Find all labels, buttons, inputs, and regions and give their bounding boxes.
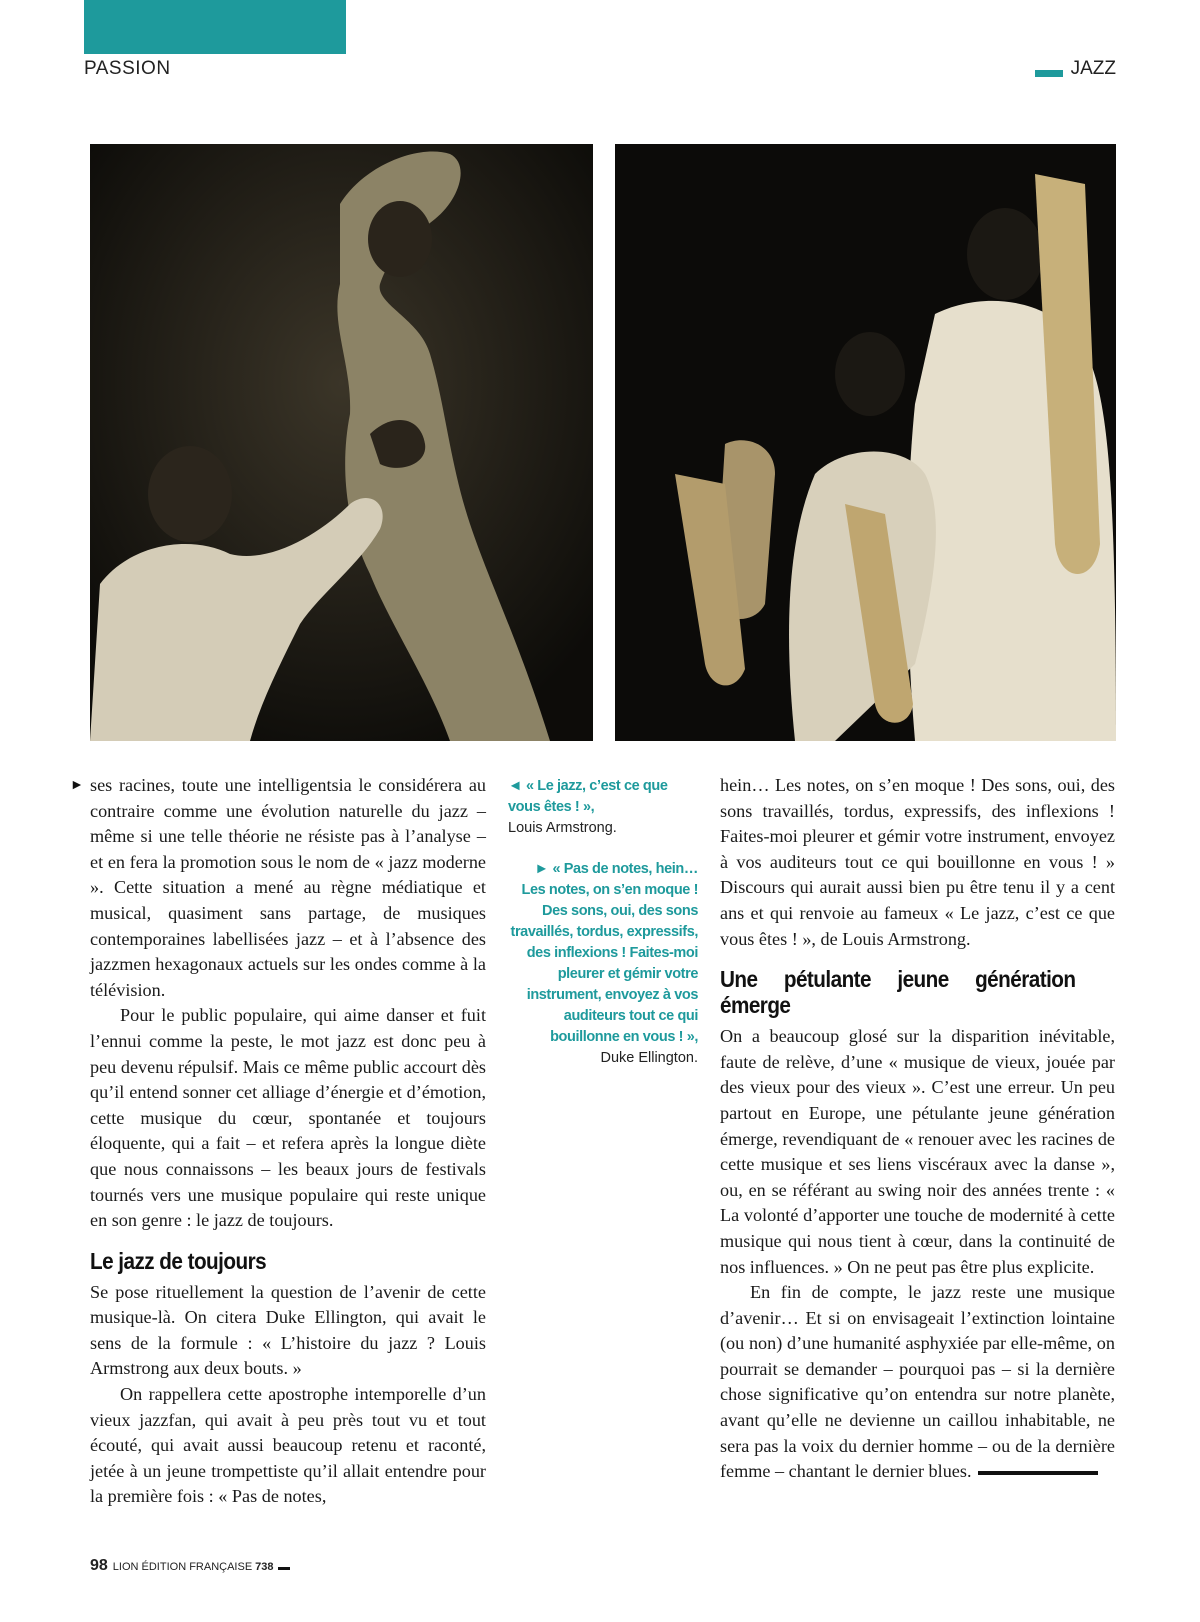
article-end-rule <box>978 1471 1098 1475</box>
caption-right-author: Duke Ellington. <box>600 1050 698 1066</box>
subheading-jazz-de-toujours: Le jazz de toujours <box>90 1247 267 1274</box>
right-paragraph-3 <box>720 1280 1115 1485</box>
right-article-column <box>720 773 1115 1485</box>
left-paragraph-1: ses racines, toute une intelligentsia le considérera au contraire comme une évolution naturelle du jazz – même si une telle théorie ne résiste pas à l’analyse – et en fera la promotion sous le nom de « jazz moderne ». Cette situation a mené au règne médiatique et musical, quasiment sans partage, de musiques contemporaines labellisées jazz – et à l’absence des jazzmen hexagonaux actuels sur les ondes comme à la télévision. <box>90 775 486 1000</box>
right-paragraph-3-text: En fin de compte, le jazz reste une musique d’avenir… Et si on envisageait l’extinction lointaine (ou non) d’une humanité asphyxiée par elle-même, on pourrait se demander – pourquoi pas – si la dernière chose significative qu’on entendra sur notre planète, avant qu’elle ne devienne un caillou inhabitable, ne sera pas la voix du dernier homme – ou de la dernière femme – chantant le dernier blues. <box>720 1282 1115 1482</box>
left-paragraph-3: Se pose rituellement la question de l’avenir de cette musique-là. On citera Duke Ellington, qui avait le sens de la formule : « L’histoire du jazz ? Louis Armstrong aux deux bouts. » <box>90 1281 486 1379</box>
section-label: PASSION <box>84 58 171 79</box>
caption-right-photo <box>508 859 698 1069</box>
saxophone-players-photo <box>615 144 1116 741</box>
left-paragraph-2: Pour le public populaire, qui aime danser et fuit l’ennui comme la peste, le mot jazz est donc peu à peu devenu répulsif. Mais ce même public accourt dès qu’il entend sonner cet alliage d’énergie et d’émotion, cette musique du cœur, spontanée et toujours éloquente, qui a fait – et refera après la longue diète que nous connaissons – les beaux jours de festivals tournés vers une musique populaire qui reste unique en son genre : le jazz de toujours. <box>90 1005 486 1231</box>
page-footer <box>90 1557 290 1575</box>
photo-captions <box>508 776 698 1069</box>
footer-dash <box>278 1567 290 1570</box>
couple-dancing-photo <box>90 144 593 741</box>
subheading-petulante-generation: Une pétulante jeune génération émerge <box>720 966 1076 1019</box>
caption-left-author: Louis Armstrong. <box>508 820 617 836</box>
publication-name: LION ÉDITION FRANÇAISE <box>112 1561 253 1573</box>
caption-left-photo <box>508 776 698 839</box>
left-article-column <box>90 773 486 1510</box>
caption-left-quote: « Le jazz, c’est ce que vous êtes ! », <box>508 778 668 815</box>
caption-left-arrow-icon: ◄ <box>508 778 522 794</box>
rubric-label <box>1035 58 1116 80</box>
left-paragraph-4: On rappellera cette apostrophe intemporelle d’un vieux jazzfan, qui avait à peu près tout vu et tout écouté, qui avait aussi beaucoup retenu et raconté, jetée à un jeune trompettiste qu’il allait entendre pour la première fois : « Pas de notes, <box>90 1384 486 1507</box>
right-paragraph-1: hein… Les notes, on s’en moque ! Des sons, oui, des sons travaillés, tordus, expressifs, des inflexions ! Faites-moi pleurer et gémir votre instrument, envoyez à vos auditeurs tout ce qui bouillonne en vous ! » Discours qui aurait aussi bien pu être tenu il y a cent ans et qui renvoie au fameux « Le jazz, c’est ce que vous êtes ! », de Louis Armstrong. <box>720 775 1115 949</box>
rubric-dash <box>1035 70 1063 77</box>
continuation-arrow-icon: ► <box>70 778 84 793</box>
caption-right-quote: « Pas de notes, hein… Les notes, on s’en moque ! Des sons, oui, des sons travaillés, tordus, expressifs, des inflexions ! Faites-moi pleurer et gémir votre instrument, envoyez à vos auditeurs tout ce qui bouillonne en vous ! », <box>510 861 698 1045</box>
issue-number: 738 <box>255 1561 274 1573</box>
right-paragraph-2: On a beaucoup glosé sur la disparition inévitable, faute de relève, d’une « musique de vieux, jouée par des vieux pour des vieux ». C’est une erreur. Un peu partout en Europe, une pétulante jeune génération émerge, revendiquant de « renouer avec les racines de cette musique et ses liens viscéraux avec la danse », ou, en se référant au swing noir des années trente : « La volonté d’apporter une touche de modernité à cette musique qui nous tient à cœur, dans la continuité de nos influences. » On ne peut pas être plus explicite. <box>720 1026 1115 1277</box>
page-number: 98 <box>90 1557 108 1574</box>
rubric-text: JAZZ <box>1070 58 1116 79</box>
caption-right-arrow-icon: ► <box>534 861 549 877</box>
header-accent-tab <box>84 0 346 54</box>
